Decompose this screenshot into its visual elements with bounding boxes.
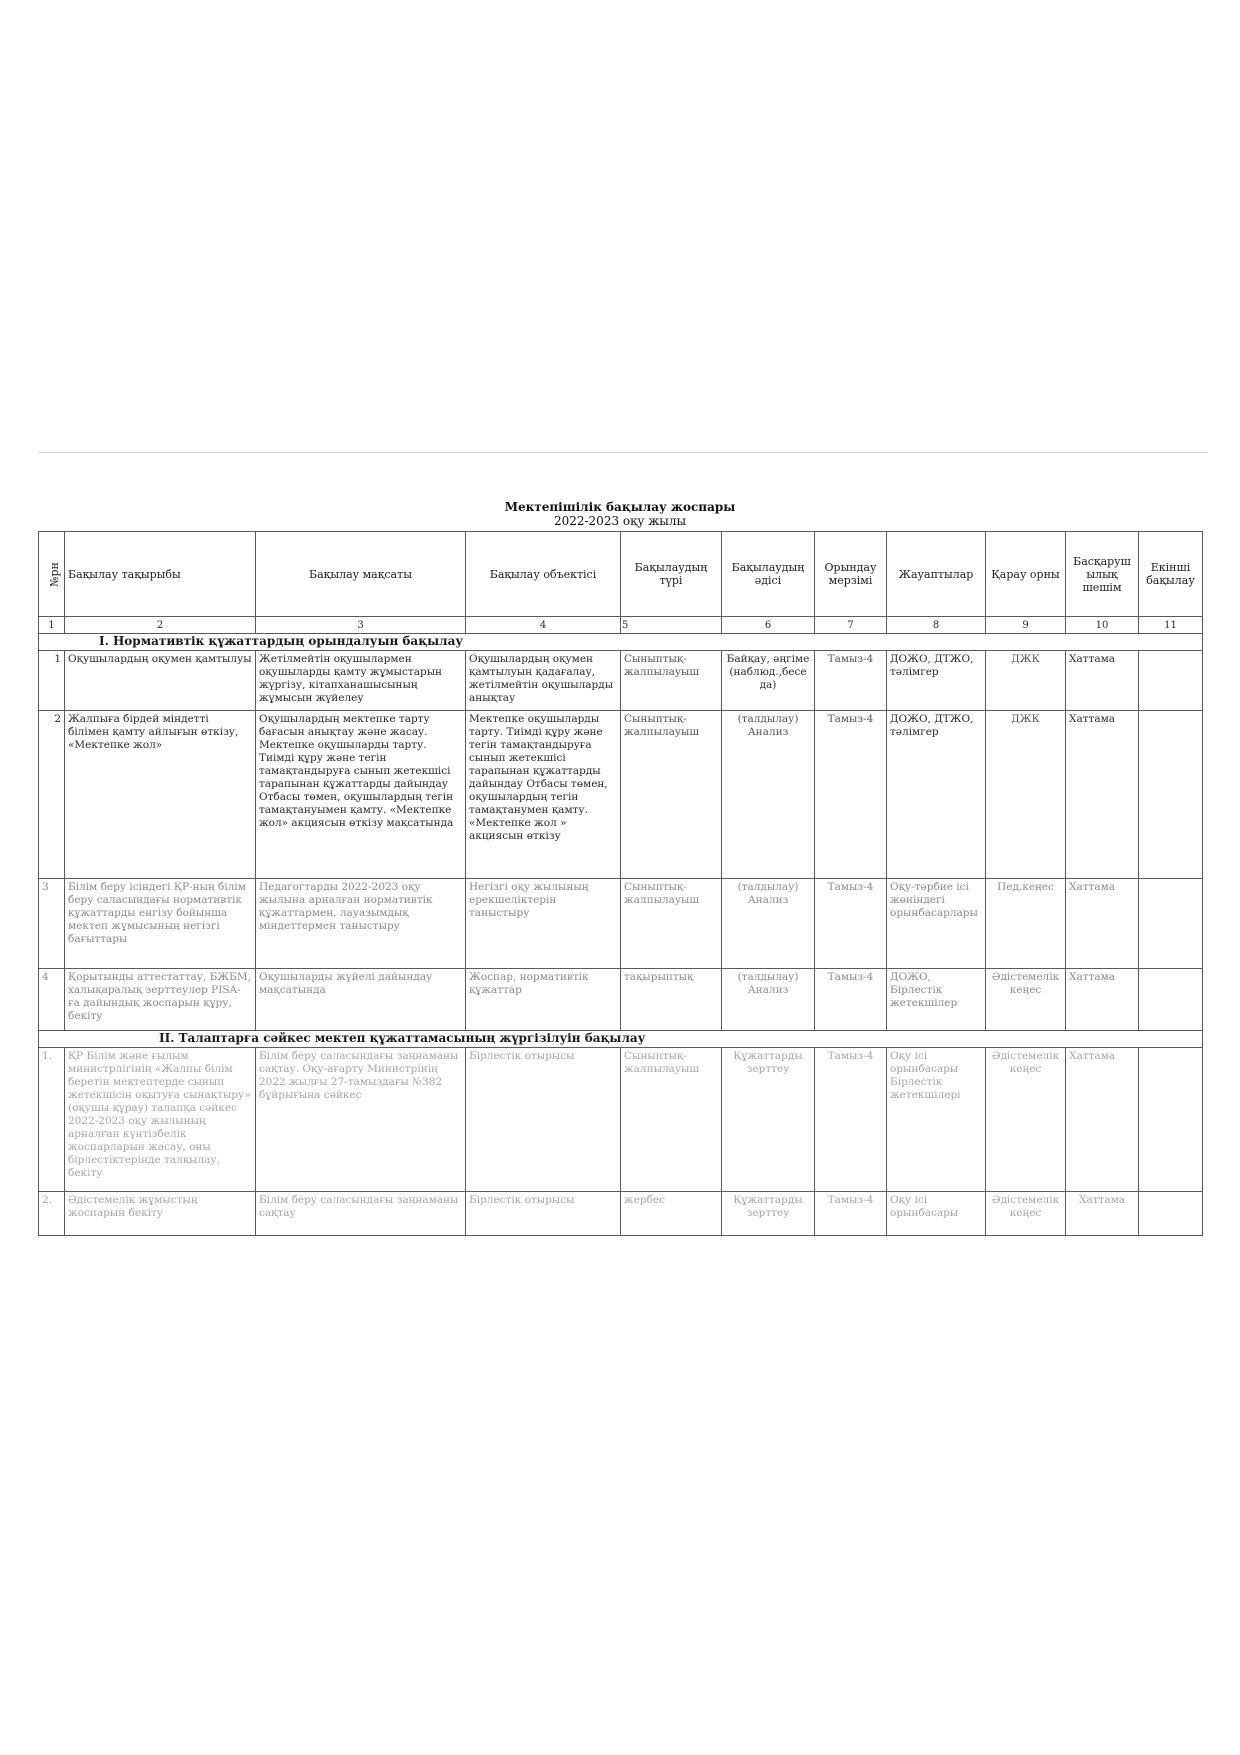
row-topic: Жалпыға бірдей міндетті білімен қамту айлығын өткізу, «Мектепке жол»: [65, 711, 256, 879]
header-venue: Қарау орны: [986, 532, 1066, 617]
row-responsible: ДОЖО, ДТЖО, тәлімгер: [887, 711, 986, 879]
row-decision: Хаттама: [1066, 1048, 1139, 1192]
row-venue: Әдістемелік кеңес: [986, 1192, 1066, 1236]
column-number: 2: [65, 617, 256, 634]
document-subtitle: 2022-2023 оқу жылы: [553, 514, 687, 528]
row-method: (талдылау) Анализ: [722, 879, 815, 969]
row-second-control: [1139, 651, 1203, 711]
row-number: 3: [39, 879, 65, 969]
row-goal: Білім беру саласындағы заңнаманы сақтау: [256, 1192, 466, 1236]
row-goal: Педагогтарды 2022-2023 оқу жылына арналған нормативтік құжаттармен, лауазымдық міндеттермен таныстыру: [256, 879, 466, 969]
row-responsible: ДОЖО, ДТЖО, тәлімгер: [887, 651, 986, 711]
row-object: Бірлестік отырысы: [466, 1192, 621, 1236]
row-object: Негізгі оқу жылының ерекшеліктерін таныстыру: [466, 879, 621, 969]
row-type: Сыныптық-жалпылауыш: [621, 651, 722, 711]
header-deadline: Орындау мерзімі: [815, 532, 887, 617]
row-object: Жоспар, нормативтік құжаттар: [466, 969, 621, 1031]
row-type: Сыныптық-жалпылауыш: [621, 711, 722, 879]
scan-page-edge: [38, 452, 1208, 453]
row-number: 1.: [39, 1048, 65, 1192]
row-deadline: Тамыз-4: [815, 651, 887, 711]
document-heading: [0, 500, 1240, 528]
row-number: 2.: [39, 1192, 65, 1236]
row-second-control: [1139, 711, 1203, 879]
column-number: 4: [466, 617, 621, 634]
row-deadline: Тамыз-4: [815, 969, 887, 1031]
row-responsible: ДОЖО, Бірлестік жетекшілер: [887, 969, 986, 1031]
row-topic: Қорытынды аттестаттау, БЖБМ, халықаралық зерттеулер PISA-ға дайындық жоспарын құру, бекіту: [65, 969, 256, 1031]
row-type: тақырыптық: [621, 969, 722, 1031]
header-object: Бақылау объектісі: [466, 532, 621, 617]
row-method: Құжаттарды зерттеу: [722, 1192, 815, 1236]
section-heading: II. Талаптарға сәйкес мектеп құжаттамасының жүргізілуін бақылау: [39, 1031, 1203, 1048]
row-venue: ДЖК: [986, 711, 1066, 879]
row-deadline: Тамыз-4: [815, 711, 887, 879]
row-object: Оқушылардың оқумен қамтылуын қадағалау, жетілмейтін оқушыларды анықтау: [466, 651, 621, 711]
row-goal: Оқушылардың мектепке тарту бағасын анықтау және жасау. Мектепке оқушыларды тарту. Тиімді құру және тегін тамақтандыруға сынып жетекшісі тарапынан құжаттарды дайындау Отбасы төмен, оқушылардың тегін тамақтануымен қамту. «Мектепке жол» акциясын өткізу мақсатында: [256, 711, 466, 879]
column-number: 7: [815, 617, 887, 634]
row-topic: ҚР Білім және ғылым министрлігінің «Жалпы білім беретін мектептерде сынып жетекшісін оқытуға сынақтыру» (оқушы құрау) талапқа сәйкес 2022-2023 оқу жылының арналған күнтізбелік жоспарларын жасау, оны бірлестіктерінде талқылау, бекіту: [65, 1048, 256, 1192]
column-number: 11: [1139, 617, 1203, 634]
row-goal: Білім беру саласындағы заңнаманы сақтау. Оқу-ағарту Министрінің 2022 жылғы 27-тамыздағы №382 бұйрығына сәйкес: [256, 1048, 466, 1192]
row-decision: Хаттама: [1066, 879, 1139, 969]
header-responsible: Жауаптылар: [887, 532, 986, 617]
row-responsible: Оқу ісі орынбасары: [887, 1192, 986, 1236]
column-number: 8: [887, 617, 986, 634]
row-venue: ДЖК: [986, 651, 1066, 711]
column-number-row: [39, 617, 1203, 634]
header-goal: Бақылау мақсаты: [256, 532, 466, 617]
row-object: Мектепке оқушыларды тарту. Тиімді құру және тегін тамақтандыруға сынып жетекшісі тарапынан құжаттарды дайындау Отбасы төмен, оқушылардың тегін тамақтанумен қамту. «Мектепке жол » акциясын өткізу: [466, 711, 621, 879]
row-responsible: Оқу-тәрбие ісі жөніндегі орынбасарлары: [887, 879, 986, 969]
row-decision: Хаттама: [1066, 711, 1139, 879]
header-row: [39, 532, 1203, 617]
row-second-control: [1139, 969, 1203, 1031]
row-venue: Пед.кеңес: [986, 879, 1066, 969]
row-method: (талдылау) Анализ: [722, 969, 815, 1031]
row-deadline: Тамыз-4: [815, 1048, 887, 1192]
table-row: [39, 1048, 1203, 1192]
document-title: Мектепішілік бақылау жоспары: [504, 500, 736, 514]
row-venue: Әдістемелік кеңес: [986, 1048, 1066, 1192]
row-goal: Жетілмейтін оқушылармен оқушыларды қамту жұмыстарын жүргізу, кітапханашысының жұмысын жүйелеу: [256, 651, 466, 711]
header-topic: Бақылау тақырыбы: [65, 532, 256, 617]
table-row: [39, 651, 1203, 711]
row-number: 2: [39, 711, 65, 879]
control-plan-table: [38, 531, 1203, 1236]
column-number: 9: [986, 617, 1066, 634]
row-deadline: Тамыз-4: [815, 1192, 887, 1236]
row-method: Құжаттарды зерттеу: [722, 1048, 815, 1192]
row-type: жербес: [621, 1192, 722, 1236]
header-second-control: Екінші бақылау: [1139, 532, 1203, 617]
row-decision: Хаттама: [1066, 1192, 1139, 1236]
row-type: Сыныптық-жалпылауыш: [621, 1048, 722, 1192]
column-number: 5: [621, 617, 722, 634]
row-decision: Хаттама: [1066, 969, 1139, 1031]
row-responsible: Оқу ісі орынбасары Бірлестік жетекшілері: [887, 1048, 986, 1192]
row-decision: Хаттама: [1066, 651, 1139, 711]
row-second-control: [1139, 1048, 1203, 1192]
table-row: [39, 1192, 1203, 1236]
header-decision: Басқарушылық шешім: [1066, 532, 1139, 617]
row-venue: Әдістемелік кеңес: [986, 969, 1066, 1031]
row-number: 1: [39, 651, 65, 711]
column-number: 6: [722, 617, 815, 634]
row-topic: Әдістемелік жұмыстың жоспарын бекіту: [65, 1192, 256, 1236]
row-topic: Оқушылардың оқумен қамтылуы: [65, 651, 256, 711]
row-object: Бірлестік отырысы: [466, 1048, 621, 1192]
table-row: [39, 969, 1203, 1031]
table-row: [39, 711, 1203, 879]
column-number: 1: [39, 617, 65, 634]
row-goal: Оқушыларды жүйелі дайындау мақсатында: [256, 969, 466, 1031]
section-heading: I. Нормативтік құжаттардың орындалуын бақылау: [39, 634, 1203, 651]
row-method: Байқау, әңгіме (наблюд.,бесе да): [722, 651, 815, 711]
header-method: Бақылаудың әдісі: [722, 532, 815, 617]
row-topic: Білім беру ісіндегі ҚР-ның білім беру саласындағы нормативтік құжаттарды енгізу бойынша мектеп жұмысының негізгі бағыттары: [65, 879, 256, 969]
row-method: (талдылау) Анализ: [722, 711, 815, 879]
row-deadline: Тамыз-4: [815, 879, 887, 969]
header-number: №рн: [39, 532, 65, 617]
column-number: 10: [1066, 617, 1139, 634]
row-second-control: [1139, 879, 1203, 969]
header-type: Бақылаудың түрі: [621, 532, 722, 617]
row-type: Сыныптық-жалпылауыш: [621, 879, 722, 969]
column-number: 3: [256, 617, 466, 634]
row-second-control: [1139, 1192, 1203, 1236]
row-number: 4: [39, 969, 65, 1031]
table-row: [39, 879, 1203, 969]
